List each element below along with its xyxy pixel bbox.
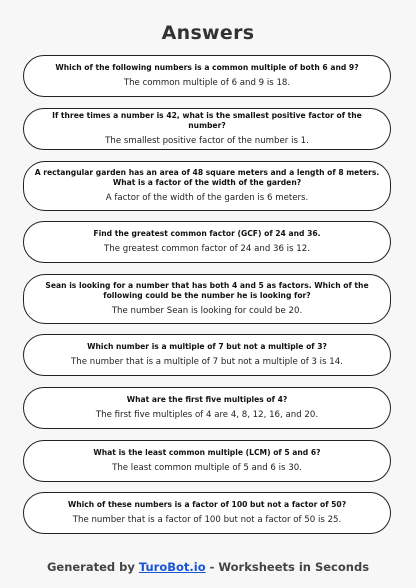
answer-card-2 — [23, 108, 391, 150]
question-text: A rectangular garden has an area of 48 square meters and a length of 8 meters. What is a factor of the width of the garden? — [34, 168, 380, 187]
question-text: Find the greatest common factor (GCF) of 24 and 36. — [93, 229, 321, 238]
question-text: Which of these numbers is a factor of 100 but not a factor of 50? — [67, 500, 347, 509]
question-text: What are the first five multiples of 4? — [126, 395, 288, 404]
page-title: Answers — [161, 22, 255, 44]
answer-card-5 — [23, 274, 391, 324]
answer-card-1 — [23, 55, 391, 97]
question-text: Which number is a multiple of 7 but not a multiple of 3? — [87, 342, 327, 351]
answer-card-6 — [23, 334, 391, 376]
answer-card-3 — [23, 161, 391, 211]
answer-text: The least common multiple of 5 and 6 is 30. — [112, 463, 302, 473]
answer-text: The number Sean is looking for could be 20. — [111, 306, 303, 316]
answer-text: The first five multiples of 4 are 4, 8, 12, 16, and 20. — [95, 410, 319, 420]
answer-text: The greatest common factor of 24 and 36 is 12. — [104, 244, 310, 254]
question-text: Sean is looking for a number that has both 4 and 5 as factors. Which of the following could be the number he is looking for? — [45, 281, 369, 300]
question-text: Which of the following numbers is a common multiple of both 6 and 9? — [55, 63, 359, 72]
question-text: If three times a number is 42, what is the smallest positive factor of the number? — [52, 111, 362, 130]
answer-text: The number that is a multiple of 7 but not a multiple of 3 is 14. — [71, 357, 343, 367]
answer-card-4 — [23, 221, 391, 263]
answer-card-8 — [23, 440, 391, 482]
turobot-link[interactable]: TuroBot.io — [138, 560, 206, 574]
answer-text: A factor of the width of the garden is 6 meters. — [105, 193, 309, 203]
answer-card-9 — [23, 492, 391, 534]
answer-text: The number that is a factor of 100 but not a factor of 50 is 25. — [72, 515, 342, 525]
answer-text: The smallest positive factor of the number is 1. — [105, 136, 309, 146]
question-text: What is the least common multiple (LCM) of 5 and 6? — [93, 448, 321, 457]
footer-suffix: - Worksheets in Seconds — [205, 560, 370, 574]
answer-text: The common multiple of 6 and 9 is 18. — [123, 78, 291, 88]
answer-card-7 — [23, 387, 391, 429]
footer — [0, 560, 416, 574]
footer-prefix: Generated by — [46, 560, 139, 574]
